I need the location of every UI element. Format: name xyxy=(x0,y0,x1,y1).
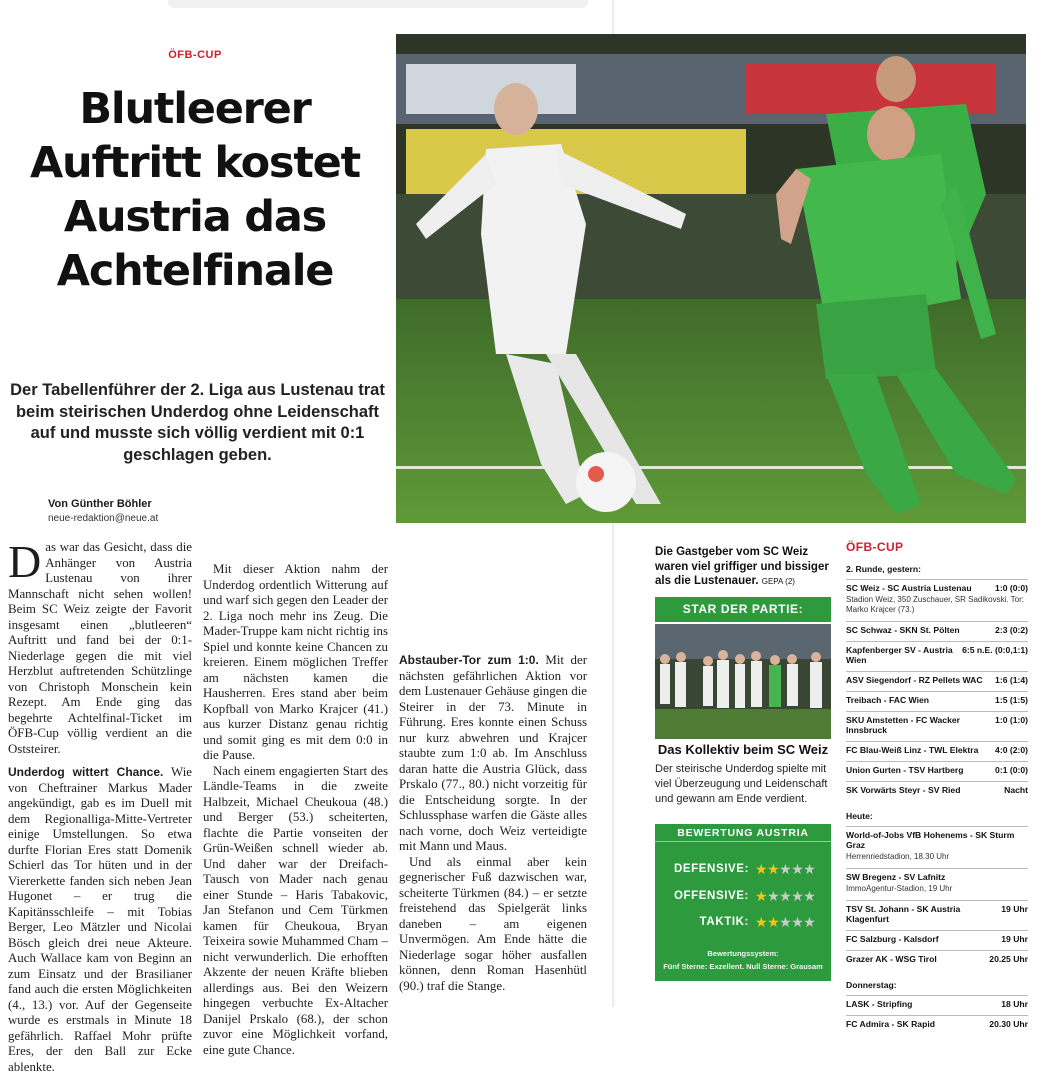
star-empty-icon: ★ xyxy=(791,888,804,904)
star-empty-icon: ★ xyxy=(791,914,804,930)
star-rating xyxy=(755,888,815,905)
article-paragraph xyxy=(8,765,192,1075)
byline-author: Von Günther Böhler xyxy=(48,498,152,510)
result-score: 6:5 n.E. (0:0,1:1) xyxy=(962,645,1028,655)
result-score: 0:1 (0:0) xyxy=(995,765,1028,775)
result-row xyxy=(846,761,1028,781)
result-score: 1:0 (0:0) xyxy=(995,583,1028,593)
result-row xyxy=(846,641,1028,671)
article-column-2 xyxy=(203,496,388,1058)
result-row xyxy=(846,621,1028,641)
result-row xyxy=(846,691,1028,711)
result-note: Stadion Weiz, 350 Zuschauer, SR Sadikovski. Tor: Marko Krajcer (73.) xyxy=(846,595,1025,614)
star-of-match-box xyxy=(655,597,831,815)
caption-text: Die Gastgeber vom SC Weiz waren viel griffiger und bissiger als die Lustenauer. xyxy=(655,546,829,587)
result-score: 19 Uhr xyxy=(1001,934,1028,944)
results-section-title: 2. Runde, gestern: xyxy=(846,564,921,574)
result-score: 4:0 (2:0) xyxy=(995,745,1028,755)
results-sidebar xyxy=(846,540,1028,1035)
result-match: SC Weiz - SC Austria Lustenau xyxy=(846,583,972,593)
star-empty-icon: ★ xyxy=(767,888,780,904)
result-note: ImmoAgentur-Stadion, 19 Uhr xyxy=(846,884,953,893)
result-match: Grazer AK - WSG Tirol xyxy=(846,954,937,964)
star-empty-icon: ★ xyxy=(779,914,792,930)
result-match: LASK - Stripfing xyxy=(846,999,913,1009)
result-match: SW Bregenz - SV Lafnitz xyxy=(846,872,946,882)
article-column-3 xyxy=(399,555,587,994)
result-match: ASV Siegendorf - RZ Pellets WAC xyxy=(846,675,983,685)
star-filled-icon: ★ xyxy=(755,914,768,930)
result-score: 2:3 (0:2) xyxy=(995,625,1028,635)
result-score: 1:5 (1:5) xyxy=(995,695,1028,705)
result-row xyxy=(846,711,1028,741)
article-deck: Der Tabellenführer der 2. Liga aus Lustenau trat beim steirischen Underdog ohne Leidenschaft auf und musste sich völlig verdient mit 0:1 geschlagen geben. xyxy=(10,381,385,464)
article-paragraph: Und als einmal aber kein gegnerischer Fuß dazwischen war, scheiterte Türkmen (84.) – er setzte freistehend das Spielgerät links daneben – am eigenen Unvermögen. Am Ende hätte die Niederlage sogar höher ausfallen können, denn Roman Hasenhütl (90.) traf die Stange. xyxy=(399,854,587,993)
star-text: Der steirische Underdog spielte mit viel Überzeugung und Leidenschaft und gewann am Ende verdient. xyxy=(655,763,828,805)
rating-header: BEWERTUNG AUSTRIA xyxy=(655,824,831,842)
star-filled-icon: ★ xyxy=(755,888,768,904)
result-match: Kapfenberger SV - Austria Wien xyxy=(846,645,953,665)
result-score: Nacht xyxy=(1004,785,1028,795)
byline-email: neue-redaktion@neue.at xyxy=(48,513,159,524)
paragraph-text: Mit der nächsten gefährlichen Aktion vor dem Lustenauer Gehäuse gingen die Steirer in der 73. Minute in Führung. Eres konnte einen Schuss nur kurz abwehren und Krajcer staubte zum 1:0 ab. Im Anschluss daran hatte die Austria Glück, dass Prskalo (77., 80.) nicht vorzeitig für die Entscheidung sorgte. In der Schlussphase warfen die Gäste alles nach vorne, doch Weiz verteidigte mit Mann und Maus. xyxy=(399,653,587,853)
rating-label: DEFENSIVE: xyxy=(673,863,749,875)
star-empty-icon: ★ xyxy=(779,888,792,904)
subheading: Underdog wittert Chance. xyxy=(8,765,164,779)
star-empty-icon: ★ xyxy=(803,861,816,877)
result-row xyxy=(846,579,1028,621)
page-top-tab xyxy=(168,0,588,8)
star-empty-icon: ★ xyxy=(803,888,816,904)
subheading: Abstauber-Tor zum 1:0. xyxy=(399,653,539,667)
rating-row xyxy=(655,913,831,933)
results-section-title: Donnerstag: xyxy=(846,980,897,990)
result-note: Herrenriedstadion, 18.30 Uhr xyxy=(846,852,950,861)
star-header: STAR DER PARTIE: xyxy=(655,597,831,622)
star-rating xyxy=(755,861,815,878)
rating-label: TAKTIK: xyxy=(699,916,749,928)
results-section-title: Heute: xyxy=(846,811,873,821)
headline-line: Austria das xyxy=(63,192,327,242)
rating-label: OFFENSIVE: xyxy=(673,890,749,902)
rating-row xyxy=(655,887,831,907)
photo-caption xyxy=(655,545,830,590)
star-empty-icon: ★ xyxy=(779,861,792,877)
star-empty-icon: ★ xyxy=(803,914,816,930)
star-filled-icon: ★ xyxy=(767,861,780,877)
headline-line: Achtelfinale xyxy=(56,246,334,296)
result-match: SKU Amstetten - FC Wacker Innsbruck xyxy=(846,715,960,735)
result-score: 19 Uhr xyxy=(1001,904,1028,914)
result-score: 1:6 (1:4) xyxy=(995,675,1028,685)
article-column-1 xyxy=(8,536,192,1075)
article-paragraph xyxy=(8,536,192,757)
headline xyxy=(10,82,380,298)
result-row xyxy=(846,900,1028,930)
headline-line: Auftritt kostet xyxy=(29,138,361,188)
result-row xyxy=(846,1015,1028,1035)
result-row xyxy=(846,671,1028,691)
photo-credit: GEPA (2) xyxy=(761,577,795,586)
result-row xyxy=(846,741,1028,761)
result-row xyxy=(846,995,1028,1015)
section-kicker: ÖFB-CUP xyxy=(168,49,222,61)
article-paragraph xyxy=(399,653,587,855)
result-score: 1:0 (1:0) xyxy=(995,715,1028,725)
result-match: FC Admira - SK Rapid xyxy=(846,1019,935,1029)
star-filled-icon: ★ xyxy=(755,861,768,877)
rating-legend-title: Bewertungssystem: xyxy=(707,949,779,958)
team-photo xyxy=(655,624,831,739)
headline-line: Blutleerer xyxy=(79,84,311,134)
result-row xyxy=(846,930,1028,950)
rating-row xyxy=(655,860,831,880)
paragraph-text: as war das Gesicht, dass die Anhänger von Austria Lustenau von ihrer Mannschaft nicht sehen wollen! Beim SC Weiz zeigte der Favorit insgesamt einen „blutleeren“ Auftritt und fand bei der 0:1-Niederlage gegen die mit viel Herzblut auftretenden Schützlinge von Christoph Monschein kein Rezept. Am Ende ging das begehrte Achtelfinal-Ticket im ÖFB-Cup völlig verdient an die Oststeirer. xyxy=(8,540,192,756)
result-row xyxy=(846,950,1028,970)
result-match: Union Gurten - TSV Hartberg xyxy=(846,765,964,775)
rating-legend-text: Fünf Sterne: Exzellent. Null Sterne: Grausam xyxy=(663,962,823,971)
results-title: ÖFB-CUP xyxy=(846,540,904,554)
dropcap: D xyxy=(8,536,42,587)
result-match: FC Salzburg - Kalsdorf xyxy=(846,934,939,944)
result-match: Treibach - FAC Wien xyxy=(846,695,930,705)
star-rating xyxy=(755,914,815,931)
article-paragraph: Nach einem engagierten Start des Ländle-Teams in die zweite Halbzeit, Michael Cheukoua (48.) und Berger (53.) scheiterten, flachte die Partie vonseiten der Grün-Weißen schnell wieder ab. Und daher war der Dreifach-Tausch von Mader nach genau einer Stunde – Haris Tabakovic, Jan Stefanon und Cem Türkmen kamen für Cheukoua, Bryan Teixeira sowie Muhammed Cham – nicht verwunderlich. Die erhofften Akzente der neuen Kräfte blieben allerdings aus. Bei den Weizern hingegen verbuchte Ex-Altacher Danijel Prskalo (68.), der schon zuvor eine Möglichkeit vorfand, eine gute Chance. xyxy=(203,763,388,1057)
result-row xyxy=(846,781,1028,801)
result-score: 20.25 Uhr xyxy=(989,954,1028,964)
star-title: Das Kollektiv beim SC Weiz xyxy=(657,742,829,757)
result-match: World-of-Jobs VfB Hohenems - SK Sturm Graz xyxy=(846,830,1015,850)
result-score: 20.30 Uhr xyxy=(989,1019,1028,1029)
rating-box xyxy=(655,824,831,981)
result-match: TSV St. Johann - SK Austria Klagenfurt xyxy=(846,904,961,924)
result-match: SK Vorwärts Steyr - SV Ried xyxy=(846,785,961,795)
article-paragraph: Mit dieser Aktion nahm der Underdog ordentlich Witterung auf und warf sich gegen den Leader der 2. Liga noch mehr ins Zeug. Die Mader-Truppe kam nicht richtig ins Spiel und konnte keine Chancen zu kreieren. Einem möglichen Treffer am nächsten kamen die Hausherren. Eres stand aber beim Kopfball von Marko Krajcer (41.) aus kurzer Distanz genau richtig und somit ging es mit dem 0:0 in die Pause. xyxy=(203,562,388,762)
result-match: SC Schwaz - SKN St. Pölten xyxy=(846,625,960,635)
match-photo xyxy=(396,34,1026,523)
star-filled-icon: ★ xyxy=(767,914,780,930)
result-row xyxy=(846,868,1028,900)
result-match: FC Blau-Weiß Linz - TWL Elektra xyxy=(846,745,979,755)
result-row xyxy=(846,826,1028,868)
results-sections xyxy=(846,564,1028,1035)
paragraph-text: Wie von Cheftrainer Markus Mader angekündigt, gab es im Duell mit dem Regionalliga-Mitte-Vertreter einige Umstellungen. So etwa durfte Florian Eres statt Domenik Schierl das Tor hüten und in der Viererkette fanden sich neben Jean Hugonet – er trug die Kapitänsschleife – mit Tobias Berger, Leo Mätzler und Nicolai Bösch gleich drei neue Akteure. Auch Wallace kam von Beginn an zum Einsatz und der Brasilianer fand auch die ersten Möglichkeiten (4., 13.) vor. Auf der Gegenseite wurde es erstmals in Minute 18 gefährlich. Raffael Mohr prüfte Eres, der den Ball zur Ecke ablenkte. xyxy=(8,765,192,1074)
rating-legend xyxy=(655,947,831,973)
star-empty-icon: ★ xyxy=(791,861,804,877)
result-score: 18 Uhr xyxy=(1001,999,1028,1009)
